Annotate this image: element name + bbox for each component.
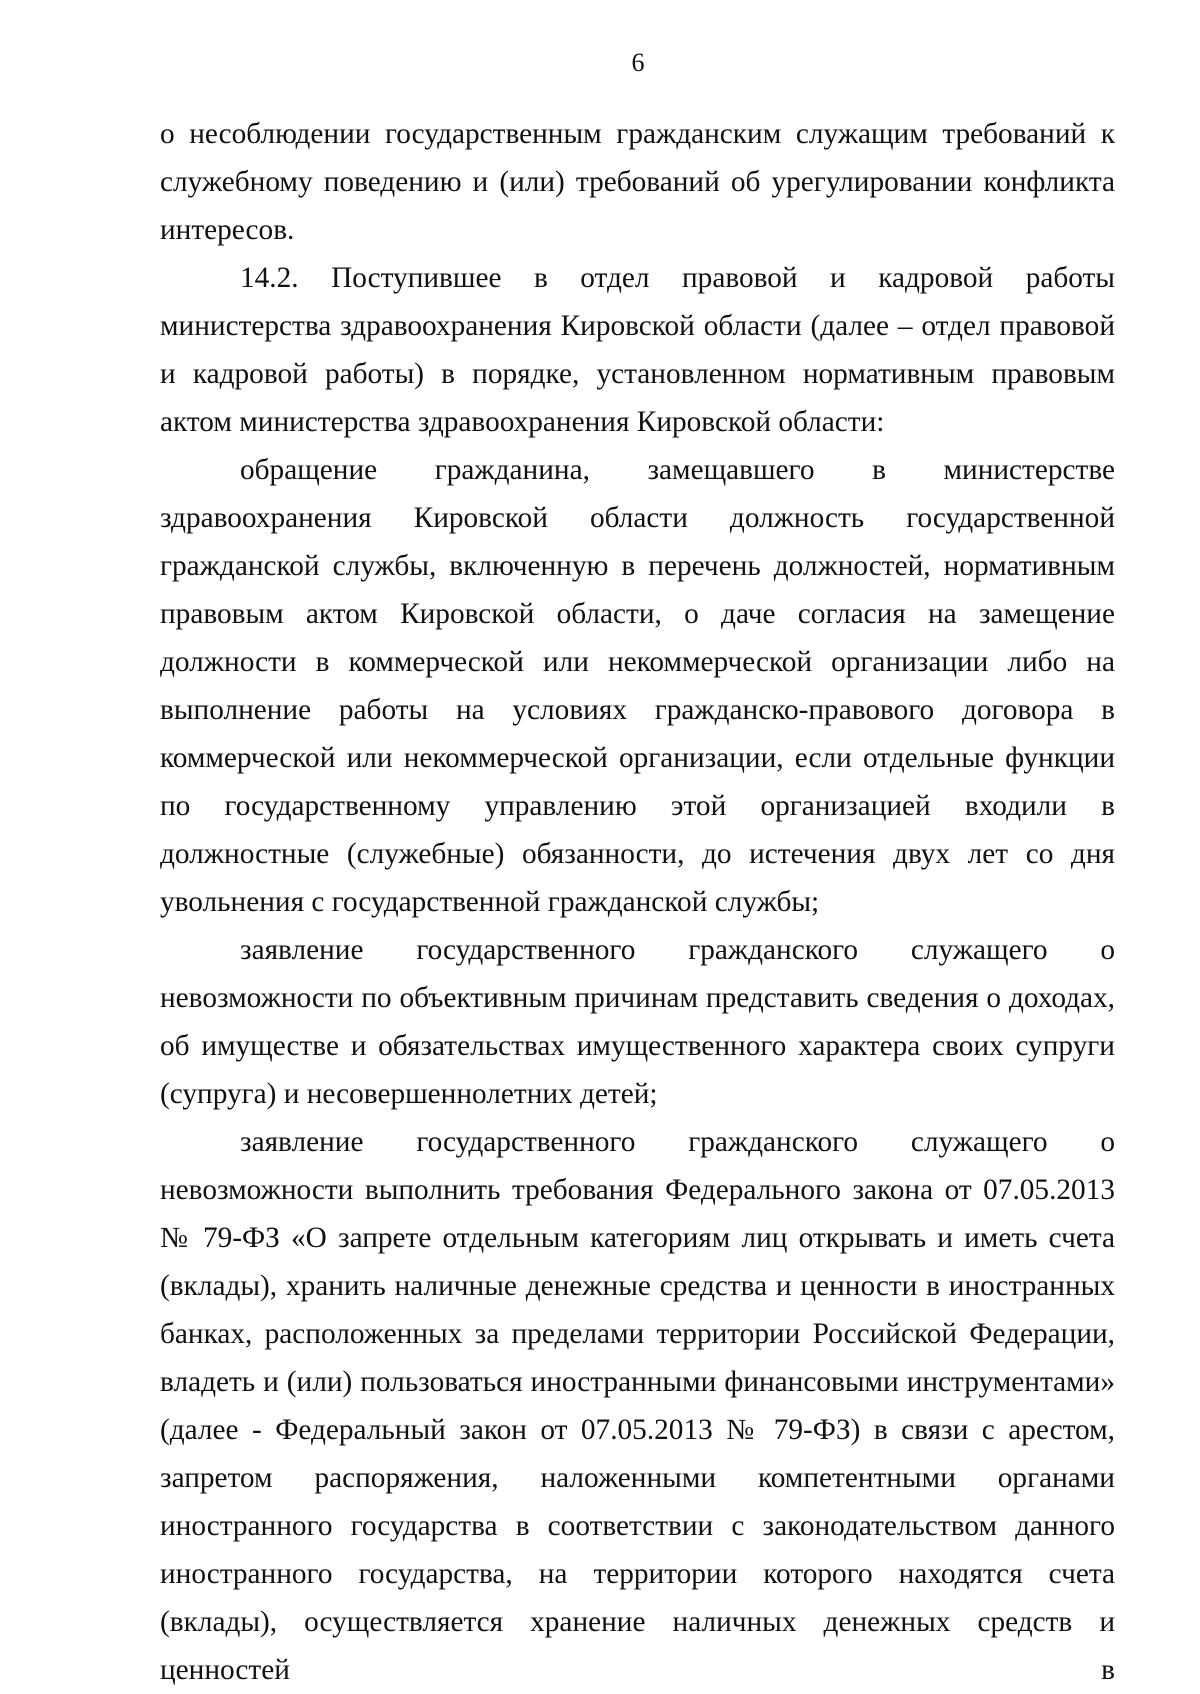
page-number: 6 — [631, 48, 645, 77]
paragraph-continuation: о несоблюдении государственным гражданским служащим требований к служебному поведению и (или) требований об урегулировании конфликта интересов. — [160, 118, 1115, 246]
paragraph-statement-income: заявление государственного гражданского служащего о невозможности по объективным причинам представить сведения о доходах, об имуществе и обязательствах имущественного характера своих супруги (супруга) и несовершеннолетних детей; — [160, 934, 1115, 1110]
paragraph-14-2: 14.2. Поступившее в отдел правовой и кадровой работы министерства здравоохранения Кировской области (далее – отдел правовой и кадровой работы) в порядке, установленном нормативным правовым актом министерства здравоохранения Кировской области: — [160, 262, 1115, 438]
document-body — [160, 110, 1115, 1694]
paragraph-appeal-of-citizen: обращение гражданина, замещавшего в министерстве здравоохранения Кировской области должность государственной гражданской службы, включенную в перечень должностей, нормативным правовым актом Кировской области, о даче согласия на замещение должности в коммерческой или некоммерческой организации либо на выполнение работы на условиях гражданско-правового договора в коммерческой или некоммерческой организации, если отдельные функции по государственному управлению этой организацией входили в должностные (служебные) обязанности, до истечения двух лет со дня увольнения с государственной гражданской службы; — [160, 454, 1115, 918]
paragraph-statement-foreign-accounts: заявление государственного гражданского служащего о невозможности выполнить требования Федерального закона от 07.05.2013 № 79-ФЗ «О запрете отдельным категориям лиц открывать и иметь счета (вклады), хранить наличные денежные средства и ценности в иностранных банках, расположенных за пределами территории Российской Федерации, владеть и (или) пользоваться иностранными финансовыми инструментами» (далее - Федеральный закон от 07.05.2013 № 79-ФЗ) в связи с арестом, запретом распоряжения, наложенными компетентными органами иностранного государства в соответствии с законодательством данного иностранного государства, на территории которого находятся счета (вклады), осуществляется хранение наличных денежных средств и ценностей в — [160, 1126, 1115, 1686]
